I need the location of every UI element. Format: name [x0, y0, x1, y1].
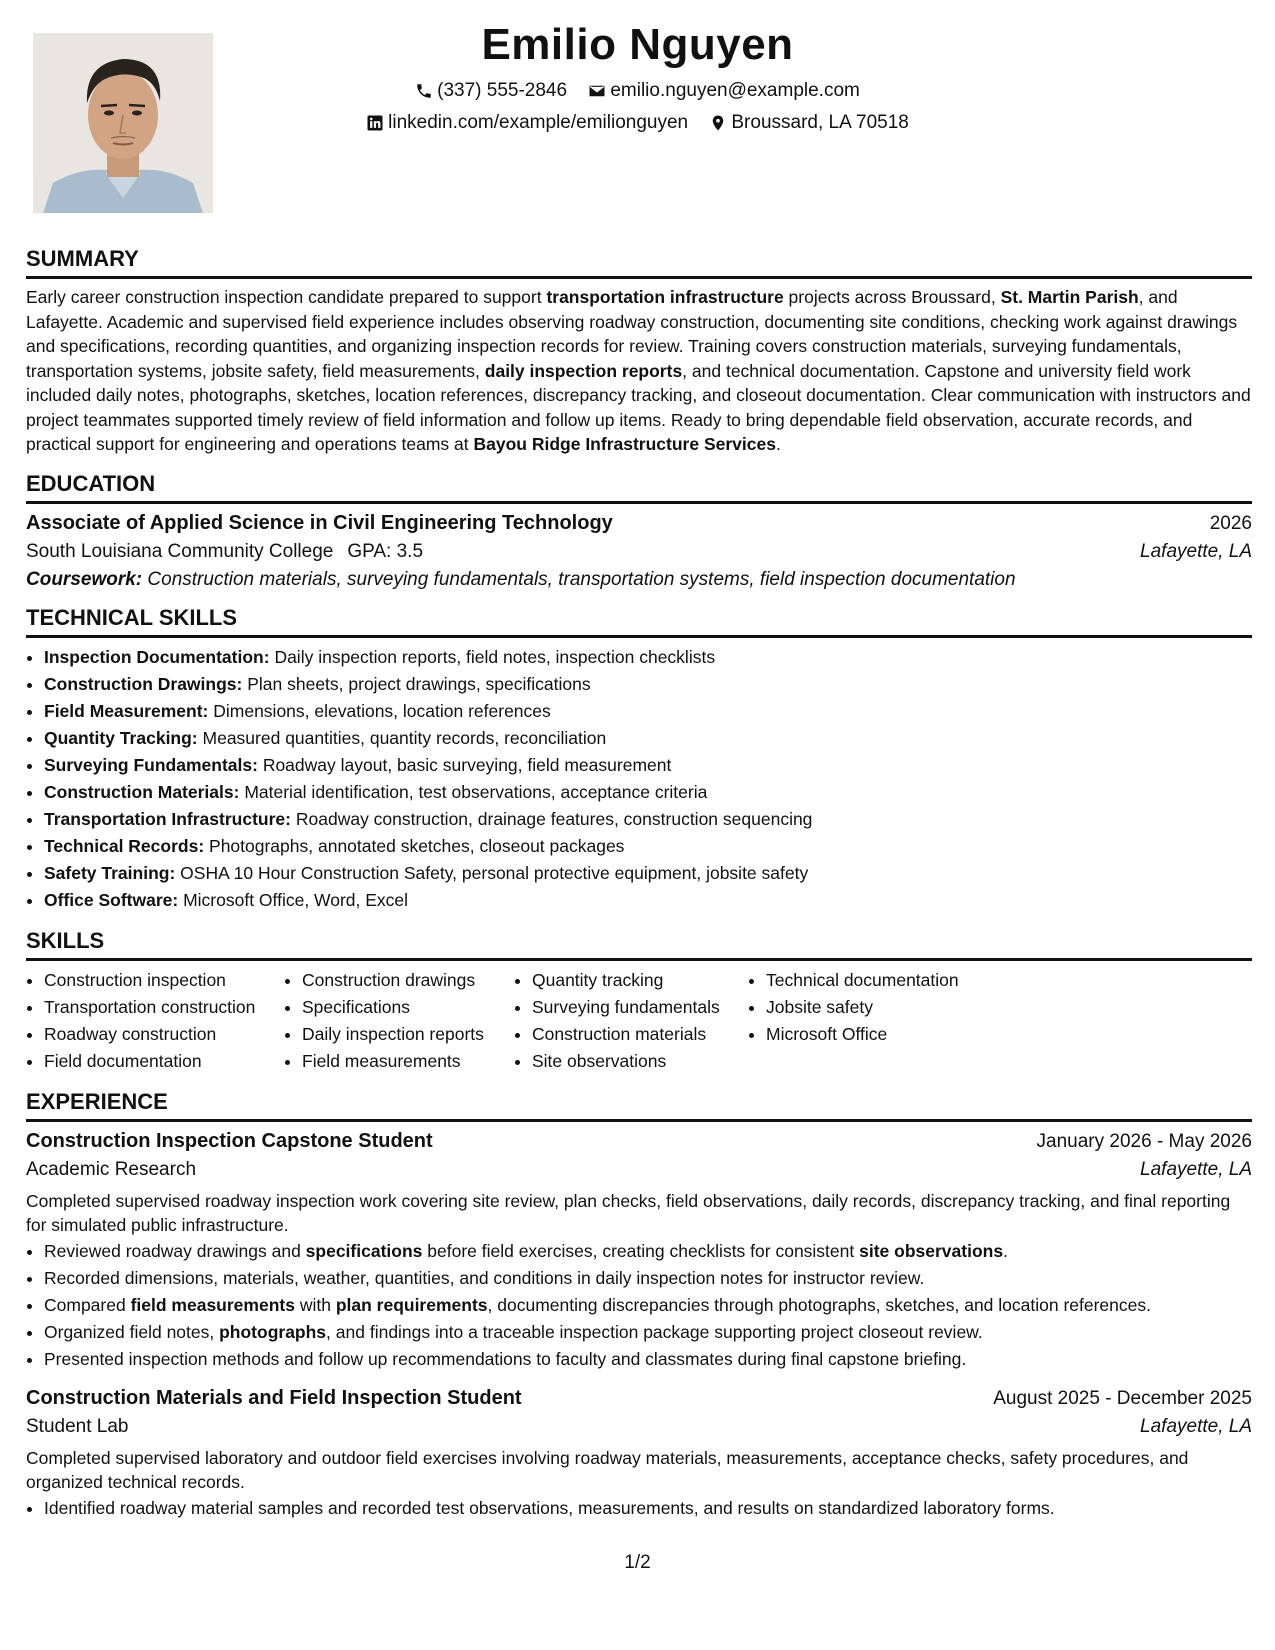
summary-heading: SUMMARY — [26, 246, 1252, 279]
job-bullet: • Compared field measurements with plan requirements, documenting discrepancies through photographs, sketches, and location references. — [44, 1292, 1252, 1319]
technical-skill-item: • Surveying Fundamentals: Roadway layout, basic surveying, field measurement — [44, 752, 1252, 779]
skills-heading: SKILLS — [26, 928, 1252, 961]
technical-skill-item: • Construction Materials: Material identification, test observations, acceptance criteria — [44, 779, 1252, 806]
skill-item: • Construction materials — [532, 1021, 748, 1048]
skills-column — [748, 967, 1026, 1075]
job-location: Lafayette, LA — [1140, 1415, 1252, 1437]
skill-item: • Transportation construction — [44, 994, 284, 1021]
skills-column — [26, 967, 284, 1075]
degree-title: Associate of Applied Science in Civil Engineering Technology — [26, 511, 613, 534]
job-company: Academic Research — [26, 1158, 197, 1180]
email-contact[interactable] — [588, 80, 860, 102]
job-bullet: • Presented inspection methods and follow up recommendations to faculty and classmates during final capstone briefing. — [44, 1346, 1252, 1373]
school-name: South Louisiana Community College — [26, 540, 334, 562]
skill-item: • Specifications — [302, 994, 514, 1021]
technical-skill-item: • Office Software: Microsoft Office, Word, Excel — [44, 887, 1252, 914]
skill-item: • Field documentation — [44, 1048, 284, 1075]
email-text: emilio.nguyen@example.com — [610, 80, 860, 101]
job-header-row — [26, 1130, 1252, 1153]
linkedin-icon — [366, 114, 384, 132]
contact-row-2 — [0, 112, 1275, 138]
skill-item: • Site observations — [532, 1048, 748, 1075]
phone-contact[interactable] — [415, 80, 567, 102]
school-location: Lafayette, LA — [1140, 540, 1252, 562]
education-heading: EDUCATION — [26, 471, 1252, 504]
coursework-list: Construction materials, surveying fundamentals, transportation systems, field inspection documentation — [147, 568, 1016, 590]
skill-item: • Roadway construction — [44, 1021, 284, 1048]
technical-skill-item: • Field Measurement: Dimensions, elevations, location references — [44, 698, 1252, 725]
skills-column — [284, 967, 514, 1075]
technical-skill-item: • Quantity Tracking: Measured quantities, quantity records, reconciliation — [44, 725, 1252, 752]
technical-skill-item: • Technical Records: Photographs, annotated sketches, closeout packages — [44, 833, 1252, 860]
summary-text: Early career construction inspection candidate prepared to support transportation infrastructure projects across Broussard, St. Martin Parish, and Lafayette. Academic and supervised field experience includes observing roadway construction, documenting site conditions, checking work against drawings and specifications, recording quantities, and organizing inspection records for review. Training covers construction materials, surveying fundamentals, transportation systems, jobsite safety, field measurements, daily inspection reports, and technical documentation. Capstone and university field work included daily notes, photographs, sketches, location references, discrepancy tracking, and closeout documentation. Clear communication with instructors and project teammates supported timely review of field information and follow up items. Ready to bring dependable field observation, accurate records, and practical support for engineering and operations teams at Bayou Ridge Infrastructure Services. — [26, 287, 1251, 454]
candidate-name: Emilio Nguyen — [481, 20, 794, 69]
skill-item: • Construction drawings — [302, 967, 514, 994]
technical-skill-item: • Transportation Infrastructure: Roadway construction, drainage features, construction sequencing — [44, 806, 1252, 833]
job-entry — [26, 1387, 1252, 1522]
skills-section — [26, 928, 1252, 1075]
skill-item: • Technical documentation — [766, 967, 1026, 994]
skill-item: • Daily inspection reports — [302, 1021, 514, 1048]
phone-text: (337) 555-2846 — [437, 80, 568, 101]
technical-skill-item: • Construction Drawings: Plan sheets, project drawings, specifications — [44, 671, 1252, 698]
coursework — [26, 569, 1252, 591]
job-title: Construction Materials and Field Inspection Student — [26, 1386, 522, 1409]
technical-skill-item: • Safety Training: OSHA 10 Hour Construction Safety, personal protective equipment, jobsite safety — [44, 860, 1252, 887]
technical-skills-list — [26, 644, 1252, 914]
education-section — [26, 471, 1252, 591]
job-bullets — [26, 1495, 1252, 1522]
skill-item: • Quantity tracking — [532, 967, 748, 994]
job-bullets — [26, 1238, 1252, 1373]
job-bullet: • Reviewed roadway drawings and specifications before field exercises, creating checklists for consistent site observations. — [44, 1238, 1252, 1265]
coursework-label: Coursework: — [26, 568, 143, 590]
job-header-row — [26, 1387, 1252, 1410]
job-entry — [26, 1130, 1252, 1373]
location-contact — [709, 112, 908, 134]
skill-item: • Microsoft Office — [766, 1021, 1026, 1048]
job-description: Completed supervised laboratory and outdoor field exercises involving roadway materials, measurements, acceptance checks, safety procedures, and organized technical records. — [26, 1447, 1189, 1492]
resume-content — [26, 246, 1252, 1536]
technical-skill-item: • Inspection Documentation: Daily inspection reports, field notes, inspection checklists — [44, 644, 1252, 671]
page-number: 1/2 — [624, 1552, 651, 1573]
linkedin-contact[interactable] — [366, 112, 688, 134]
job-dates: August 2025 - December 2025 — [993, 1387, 1252, 1409]
experience-section — [26, 1089, 1252, 1522]
job-bullet: • Recorded dimensions, materials, weather, quantities, and conditions in daily inspection notes for instructor review. — [44, 1265, 1252, 1292]
education-school-row — [26, 541, 1252, 563]
experience-heading: EXPERIENCE — [26, 1089, 1252, 1122]
school-info — [26, 541, 423, 563]
job-bullet: • Identified roadway material samples and recorded test observations, measurements, and results on standardized laboratory forms. — [44, 1495, 1252, 1522]
linkedin-text: linkedin.com/example/emilionguyen — [388, 112, 689, 133]
job-title: Construction Inspection Capstone Student — [26, 1129, 433, 1152]
gpa: GPA: 3.5 — [347, 540, 424, 562]
technical-skills-section — [26, 605, 1252, 914]
job-bullet: • Organized field notes, photographs, and findings into a traceable inspection package supporting project closeout review. — [44, 1319, 1252, 1346]
skill-item: • Surveying fundamentals — [532, 994, 748, 1021]
summary-section — [26, 246, 1252, 457]
skills-column — [514, 967, 748, 1075]
job-company-row — [26, 1416, 1252, 1438]
job-company: Student Lab — [26, 1415, 129, 1437]
job-dates: January 2026 - May 2026 — [1036, 1130, 1252, 1152]
technical-skills-heading: TECHNICAL SKILLS — [26, 605, 1252, 638]
job-location: Lafayette, LA — [1140, 1158, 1252, 1180]
graduation-year: 2026 — [1209, 512, 1252, 534]
phone-icon — [415, 82, 433, 100]
map-pin-icon — [709, 114, 727, 132]
skill-item: • Field measurements — [302, 1048, 514, 1075]
job-description: Completed supervised roadway inspection work covering site review, plan checks, field observations, daily records, discrepancy tracking, and final reporting for simulated public infrastructure. — [26, 1190, 1231, 1235]
contact-row-1 — [0, 80, 1275, 106]
skill-item: • Jobsite safety — [766, 994, 1026, 1021]
skill-item: • Construction inspection — [44, 967, 284, 994]
skills-grid — [26, 967, 1252, 1075]
education-header-row — [26, 512, 1252, 535]
job-company-row — [26, 1159, 1252, 1181]
location-text: Broussard, LA 70518 — [731, 112, 909, 133]
envelope-icon — [588, 82, 606, 100]
